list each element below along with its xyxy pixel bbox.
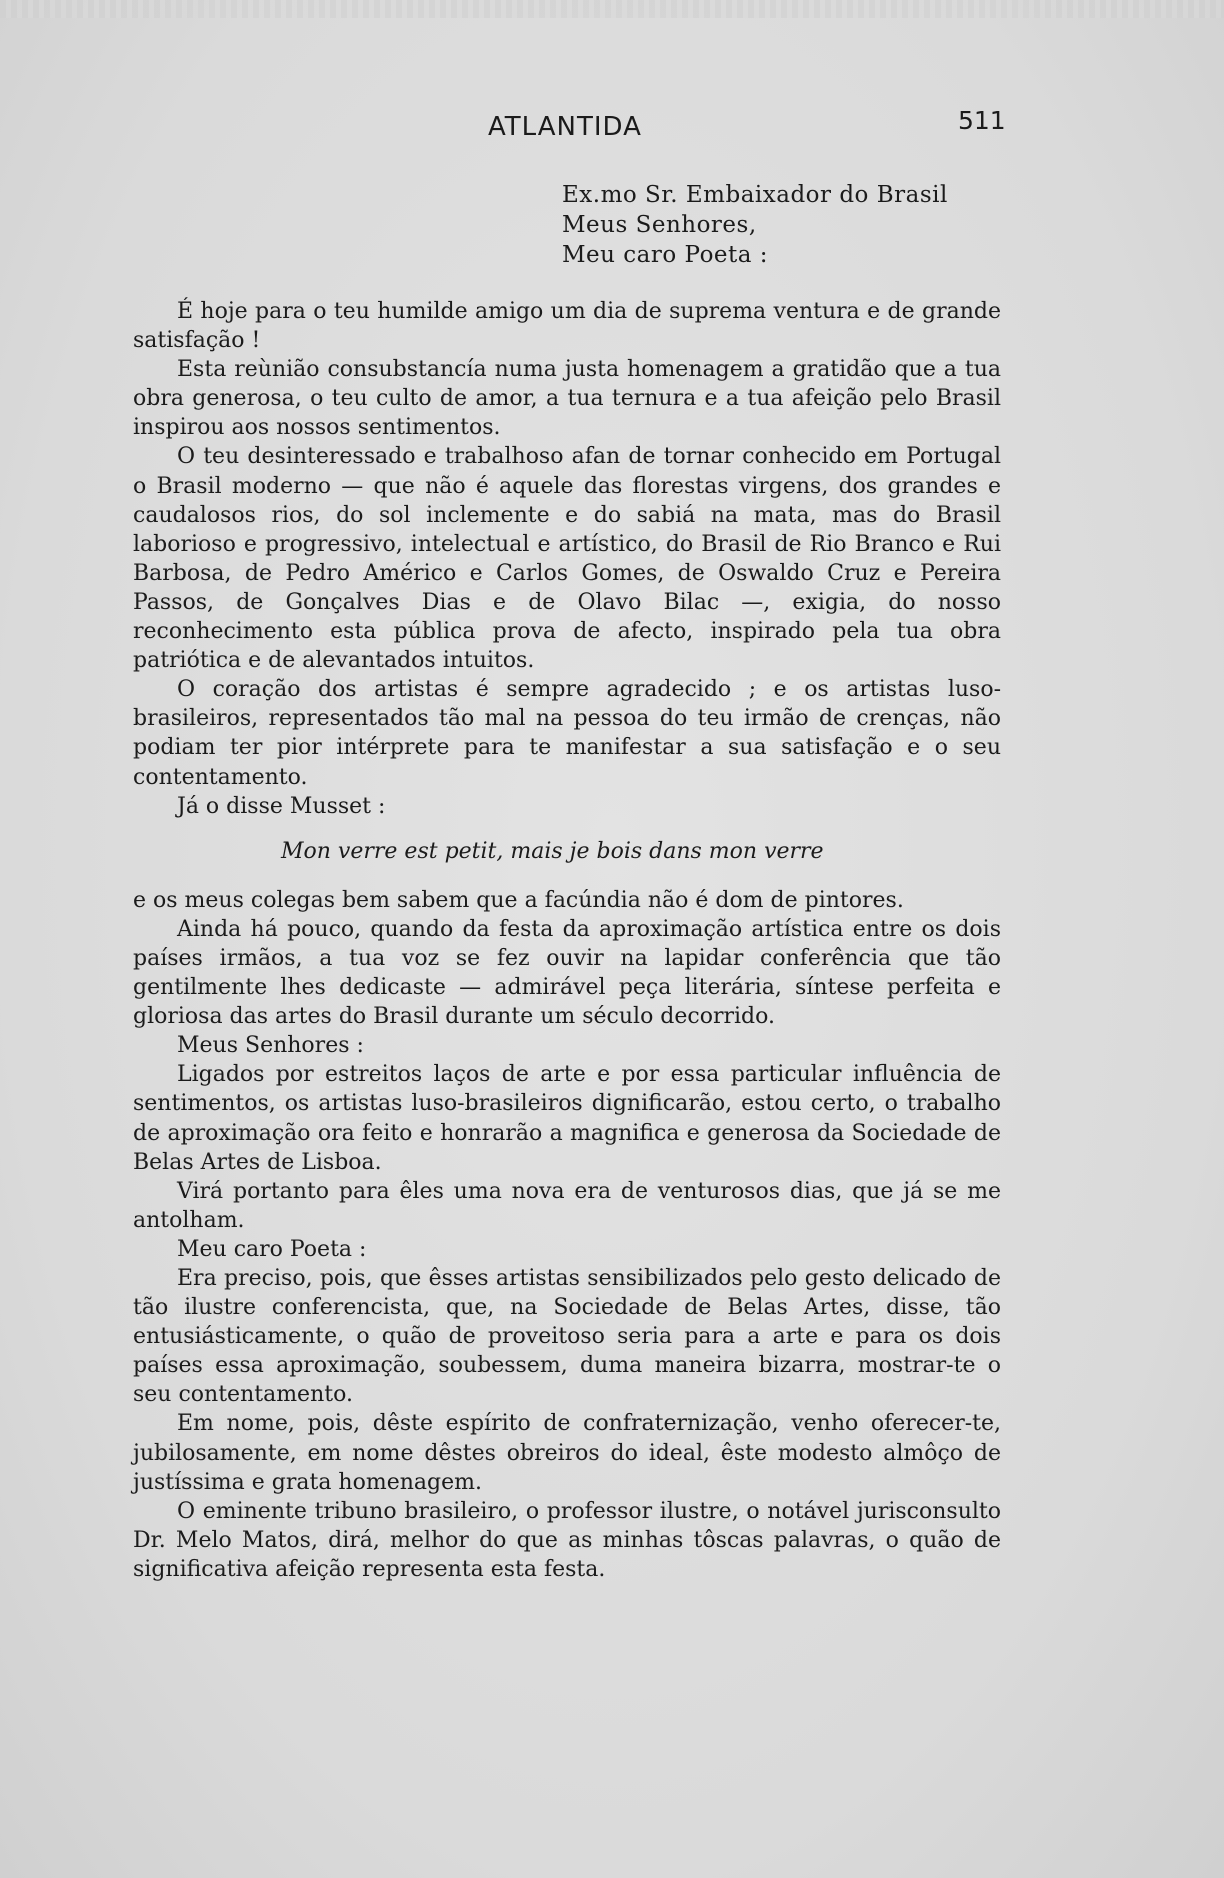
paragraph: Meus Senhores : [177,1033,364,1059]
verse-quotation: Mon verre est petit, mais je bois dans mon verre [281,838,824,864]
salutation-line: Meus Senhores, [562,212,757,238]
paragraph: e os meus colegas bem sabem que a facúndia não é dom de pintores. [133,887,904,913]
speech-body [133,297,1001,1584]
paragraph: Meu caro Poeta : [177,1236,367,1262]
paragraph: Era preciso, pois, que êsses artistas sensibilizados pelo gesto delicado de tão ilustre conferencista, que, na Sociedade de Belas Artes, disse, tão entusiásticamente, o quão de proveitoso seria para a arte e para os dois países essa aproximação, soubessem, duma maneira bizarra, mostrar-te o seu contentamento. [133,1266,1001,1408]
running-header: ATLANTIDA [488,112,642,142]
paragraph: Ainda há pouco, quando da festa da aproximação artística entre os dois países irmãos, a tua voz se fez ouvir na lapidar conferência que tão gentilmente lhes dedicaste — admirável peça literária, síntese perfeita e gloriosa das artes do Brasil durante um século decorrido. [133,916,1001,1030]
paragraph: O eminente tribuno brasileiro, o professor ilustre, o notável jurisconsulto Dr. Melo Matos, dirá, melhor do que as minhas tôscas palavras, o quão de significativa afeição representa esta festa. [133,1498,1001,1582]
paragraph: É hoje para o teu humilde amigo um dia de suprema ventura e de grande satisfação ! [133,299,1001,354]
paragraph: Em nome, pois, dêste espírito de confraternização, venho oferecer-te, jubilosamente, em nome dêstes obreiros do ideal, êste modesto almôço de justíssima e grata homenagem. [133,1411,1001,1495]
scan-edge [0,0,1224,18]
paragraph: Ligados por estreitos laços de arte e por essa particular influência de sentimentos, os artistas luso-brasileiros dignificarão, estou certo, o trabalho de aproximação ora feito e honrarão a magnifica e generosa da Sociedade de Belas Artes de Lisboa. [133,1062,1001,1175]
paragraph: Esta reùnião consubstancía numa justa homenagem a gratidão que a tua obra generosa, o teu culto de amor, a tua ternura e a tua afeição pelo Brasil inspirou aos nossos sentimentos. [133,357,1001,441]
paragraph: O coração dos artistas é sempre agradecido ; e os artistas luso-brasileiros, representados tão mal na pessoa do teu irmão de crenças, não podiam ter pior intérprete para te manifestar a sua satisfação e o seu contentamento. [133,677,1001,790]
paragraph: Já o disse Musset : [177,793,386,819]
page-number: 511 [958,106,1006,135]
salutation-line: Ex.mo Sr. Embaixador do Brasil [562,182,948,208]
paragraph: Virá portanto para êles uma nova era de venturosos dias, que já se me antolham. [133,1178,1001,1233]
salutation-line: Meu caro Poeta : [562,242,769,268]
salutation-block [562,180,948,270]
paragraph: O teu desinteressado e trabalhoso afan de tornar conhecido em Portugal o Brasil moderno — que não é aquele das florestas virgens, dos grandes e caudalosos rios, do sol inclemente e do sabiá na mata, mas do Brasil laborioso e progressivo, intelectual e artístico, do Brasil de Rio Branco e Rui Barbosa, de Pedro Américo e Carlos Gomes, de Oswaldo Cruz e Pereira Passos, de Gonçalves Dias e de Olavo Bilac —, exigia, do nosso reconhecimento esta pública prova de afecto, inspirado pela tua obra patriótica e de alevantados intuitos. [133,444,1001,674]
